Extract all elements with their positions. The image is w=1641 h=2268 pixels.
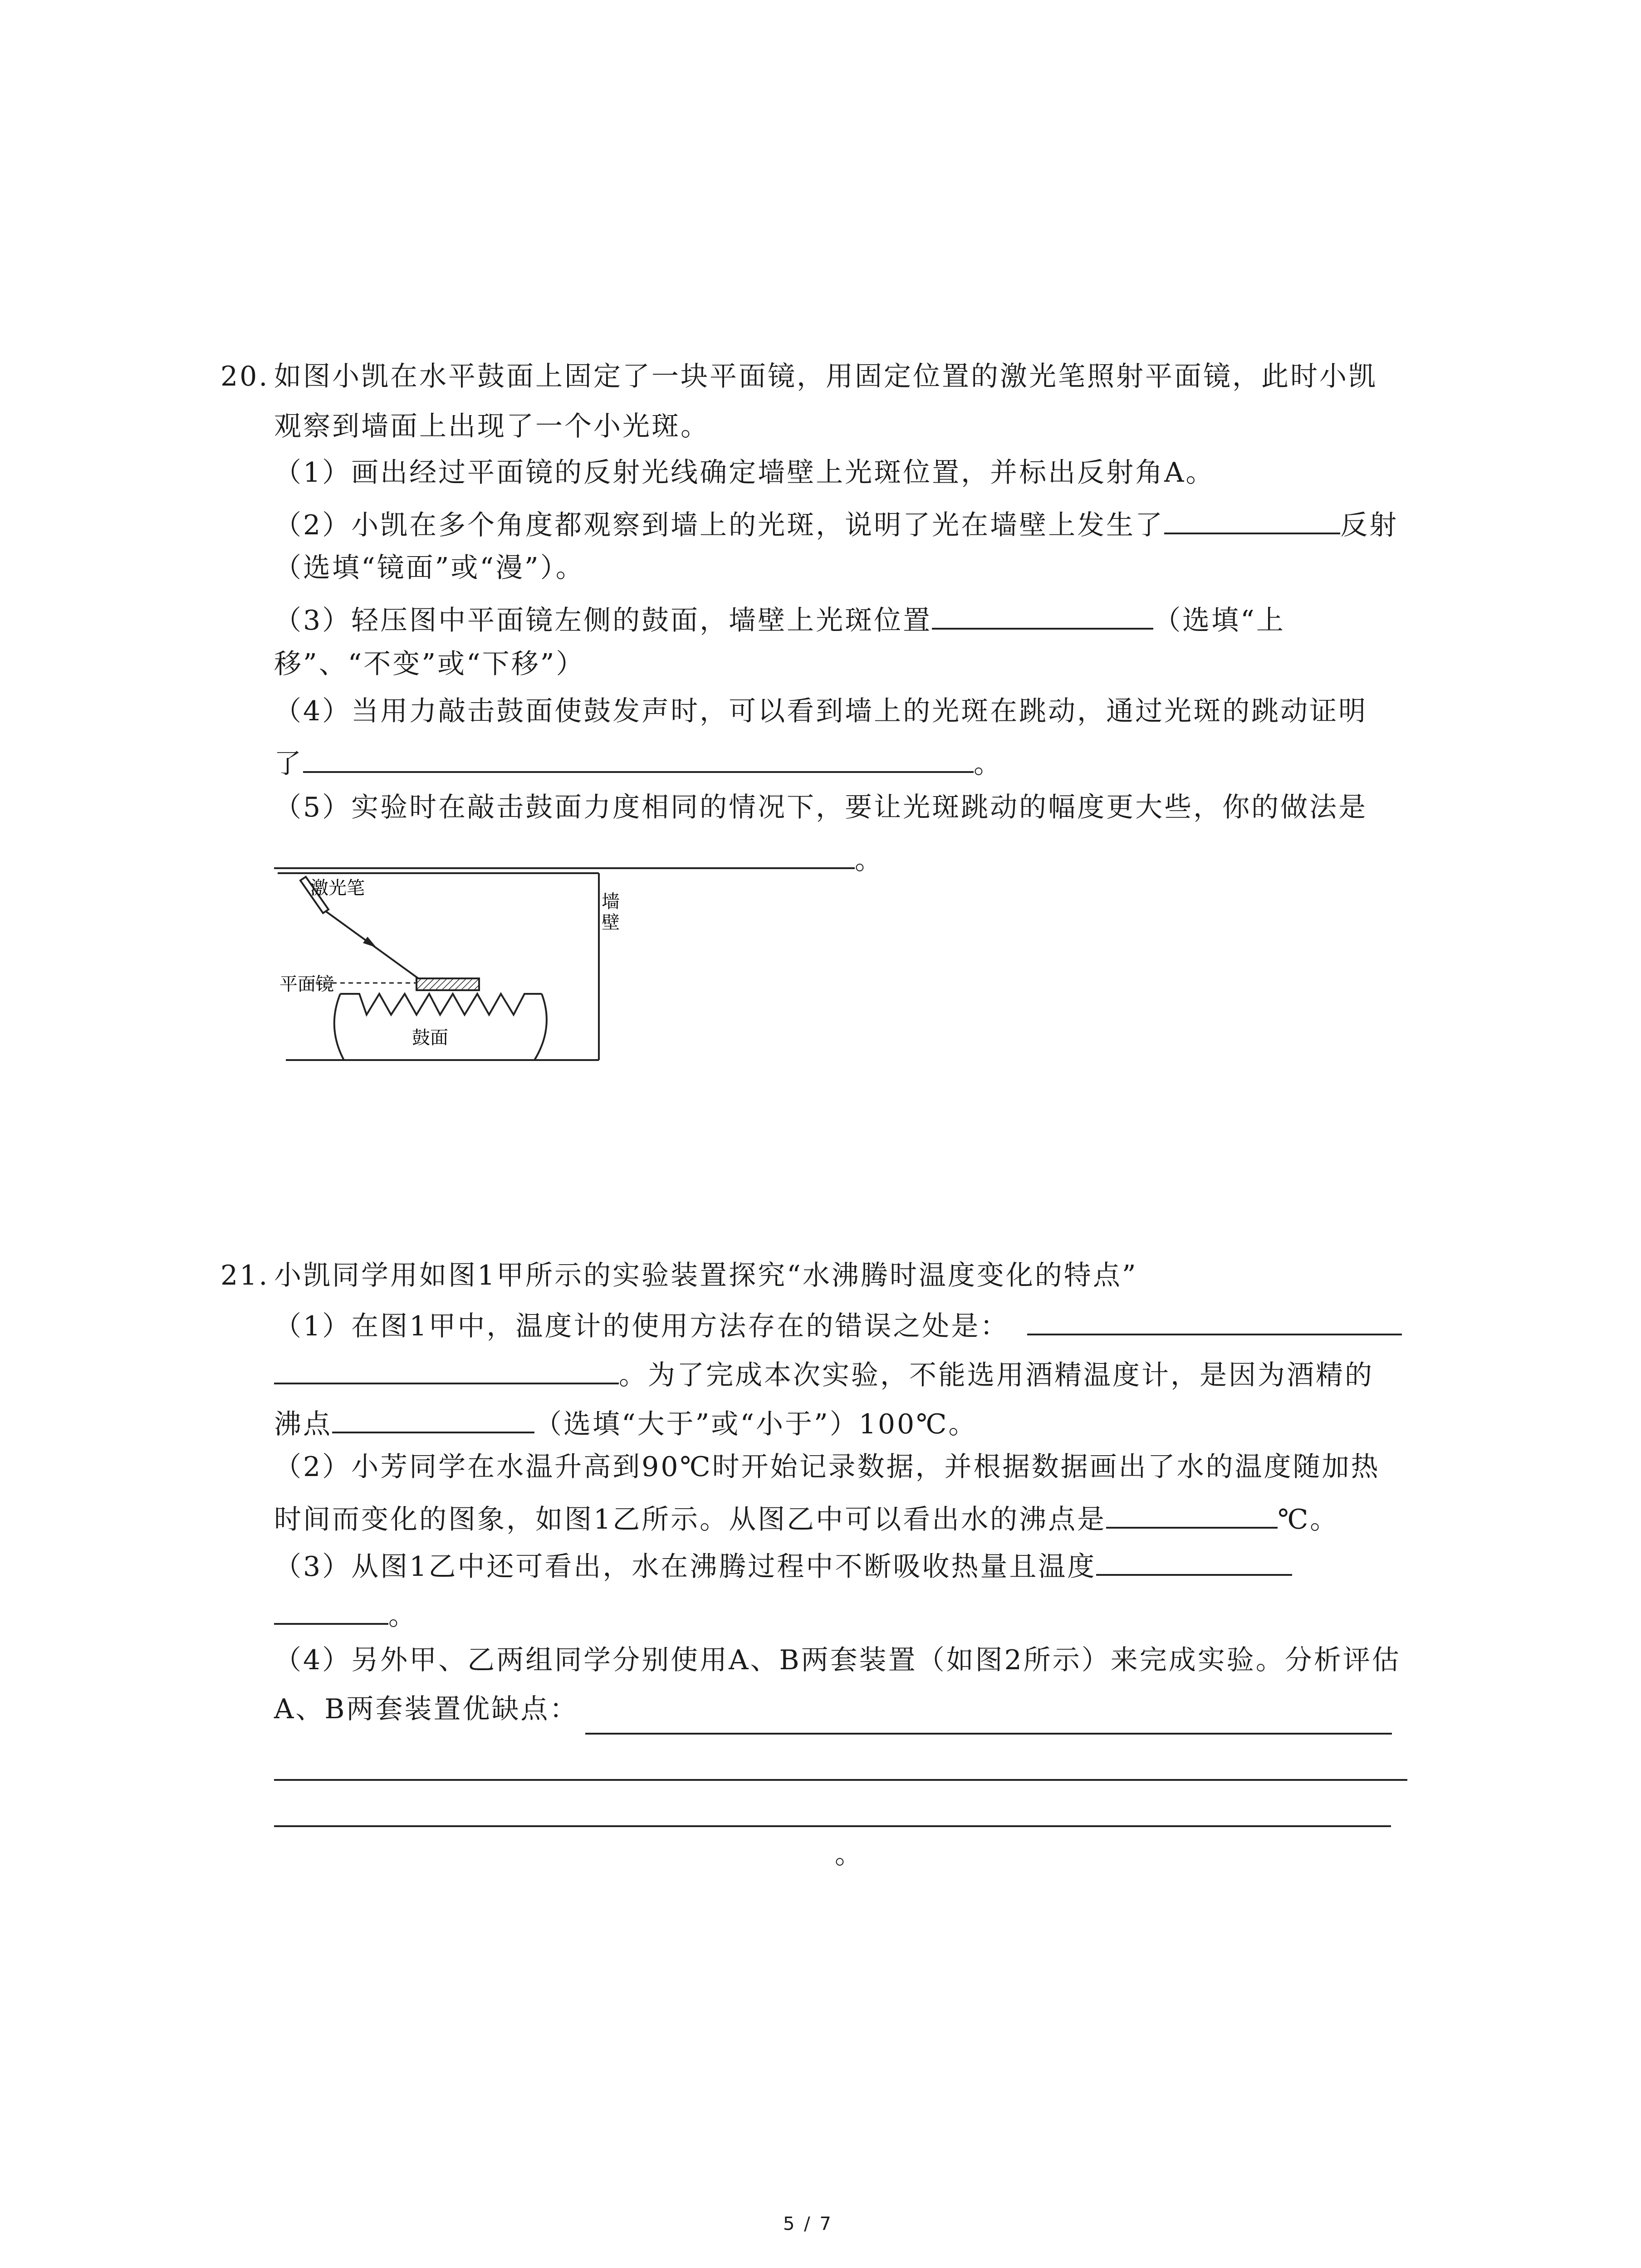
q21-part-3-continued bbox=[274, 1594, 417, 1634]
q21-part-2-text-c: ℃。 bbox=[1278, 1504, 1339, 1535]
q21-part-3-text: （3）从图1乙中还可看出，水在沸腾过程中不断吸收热量且温度 bbox=[274, 1551, 1097, 1583]
q21-part-3-answer-blank-b[interactable] bbox=[274, 1594, 388, 1625]
q20-part-3-text: （3）轻压图中平面镜左侧的鼓面，墙壁上光斑位置 bbox=[274, 605, 932, 636]
page-number: 5 / 7 bbox=[783, 2214, 833, 2234]
q21-part-1 bbox=[274, 1305, 1402, 1344]
drum-membrane-zigzag bbox=[340, 994, 542, 1015]
q21-part-4-end: 。 bbox=[835, 1838, 864, 1870]
drum-surface-label: 鼓面 bbox=[412, 1027, 448, 1048]
q20-part-4-answer-blank[interactable] bbox=[303, 742, 974, 773]
q21-part-3-text-end: 。 bbox=[388, 1600, 417, 1632]
plane-mirror-icon bbox=[416, 978, 479, 990]
q21-part-4-answer-line-2[interactable] bbox=[274, 1779, 1407, 1781]
q20-part-3-text-end: （选填“上 bbox=[1153, 605, 1285, 636]
q21-part-1-answer-blank-c[interactable] bbox=[332, 1403, 534, 1433]
wall-label-top: 墙 bbox=[602, 891, 620, 912]
arrow-head-icon bbox=[363, 937, 377, 948]
plane-mirror-label: 平面镜 bbox=[279, 974, 334, 995]
q21-part-4-continued: A、B两套装置优缺点： bbox=[274, 1693, 579, 1725]
q21-part-1-continued bbox=[274, 1354, 1374, 1393]
q20-stem-line-2: 观察到墙面上出现了一个小光斑。 bbox=[274, 411, 710, 442]
q20-part-3-answer-blank[interactable] bbox=[932, 599, 1153, 630]
q21-part-2-answer-blank[interactable] bbox=[1106, 1498, 1278, 1529]
q20-part-5-text-end: 。 bbox=[855, 844, 884, 876]
q20-stem-line-1: 如图小凯在水平鼓面上固定了一块平面镜，用固定位置的激光笔照射平面镜，此时小凯 bbox=[274, 361, 1377, 392]
q21-part-2: （2）小芳同学在水温升高到90℃时开始记录数据，并根据数据画出了水的温度随加热 bbox=[274, 1451, 1380, 1483]
q21-part-1-text-c: 沸点 bbox=[274, 1408, 332, 1440]
q20-part-4-text-end: 。 bbox=[974, 748, 1003, 780]
q20-part-3-options: 移”、“不变”或“下移”） bbox=[274, 648, 585, 680]
q21-part-4-answer-line-1[interactable] bbox=[585, 1733, 1392, 1735]
q21-part-2-text-b: 时间而变化的图象，如图1乙所示。从图乙中可以看出水的沸点是 bbox=[274, 1504, 1107, 1535]
q20-part-2-text-end: 反射 bbox=[1340, 509, 1399, 541]
drum-body-icon bbox=[334, 994, 547, 1060]
q21-part-1-answer-blank-b[interactable] bbox=[274, 1354, 619, 1384]
q21-part-1-answer-blank-a[interactable] bbox=[1027, 1305, 1402, 1335]
q21-number: 21. bbox=[220, 1260, 269, 1291]
q20-part-2-options: （选填“镜面”或“漫”）。 bbox=[274, 552, 585, 584]
q21-part-4-answer-line-3[interactable] bbox=[274, 1825, 1391, 1827]
q20-part-2-text: （2）小凯在多个角度都观察到墙上的光斑，说明了光在墙壁上发生了 bbox=[274, 509, 1165, 541]
q20-number: 20. bbox=[220, 361, 269, 392]
q21-part-3 bbox=[274, 1545, 1292, 1585]
q21-stem: 小凯同学用如图1甲所示的实验装置探究“水沸腾时温度变化的特点” bbox=[274, 1260, 1138, 1291]
q21-part-2-continued bbox=[274, 1498, 1339, 1538]
q21-part-1-boiling bbox=[274, 1403, 977, 1442]
laser-pen-label: 激光笔 bbox=[310, 878, 365, 899]
q20-part-2 bbox=[274, 503, 1398, 543]
q21-part-1-text-d: （选填“大于”或“小于”）100℃。 bbox=[534, 1408, 978, 1440]
q20-part-4-text: 了 bbox=[274, 748, 303, 780]
q20-part-2-answer-blank[interactable] bbox=[1164, 503, 1340, 534]
q20-part-4-answer bbox=[274, 742, 1003, 782]
q21-part-1-text-b: 。为了完成本次实验，不能选用酒精温度计，是因为酒精的 bbox=[619, 1359, 1374, 1391]
q20-figure bbox=[272, 864, 620, 1073]
wall-label-bottom: 壁 bbox=[602, 912, 620, 933]
q21-part-4: （4）另外甲、乙两组同学分别使用A、B两套装置（如图2所示）来完成实验。分析评估 bbox=[274, 1644, 1401, 1676]
q21-part-3-answer-blank-a[interactable] bbox=[1096, 1545, 1292, 1576]
q21-part-1-text: （1）在图1甲中，温度计的使用方法存在的错误之处是： bbox=[274, 1310, 1009, 1342]
q20-part-4: （4）当用力敲击鼓面使鼓发声时，可以看到墙上的光斑在跳动，通过光斑的跳动证明 bbox=[274, 695, 1368, 727]
q20-part-1: （1）画出经过平面镜的反射光线确定墙壁上光斑位置，并标出反射角A。 bbox=[274, 457, 1215, 489]
q20-part-3 bbox=[274, 599, 1285, 639]
q20-part-5: （5）实验时在敲击鼓面力度相同的情况下，要让光斑跳动的幅度更大些，你的做法是 bbox=[274, 792, 1368, 823]
